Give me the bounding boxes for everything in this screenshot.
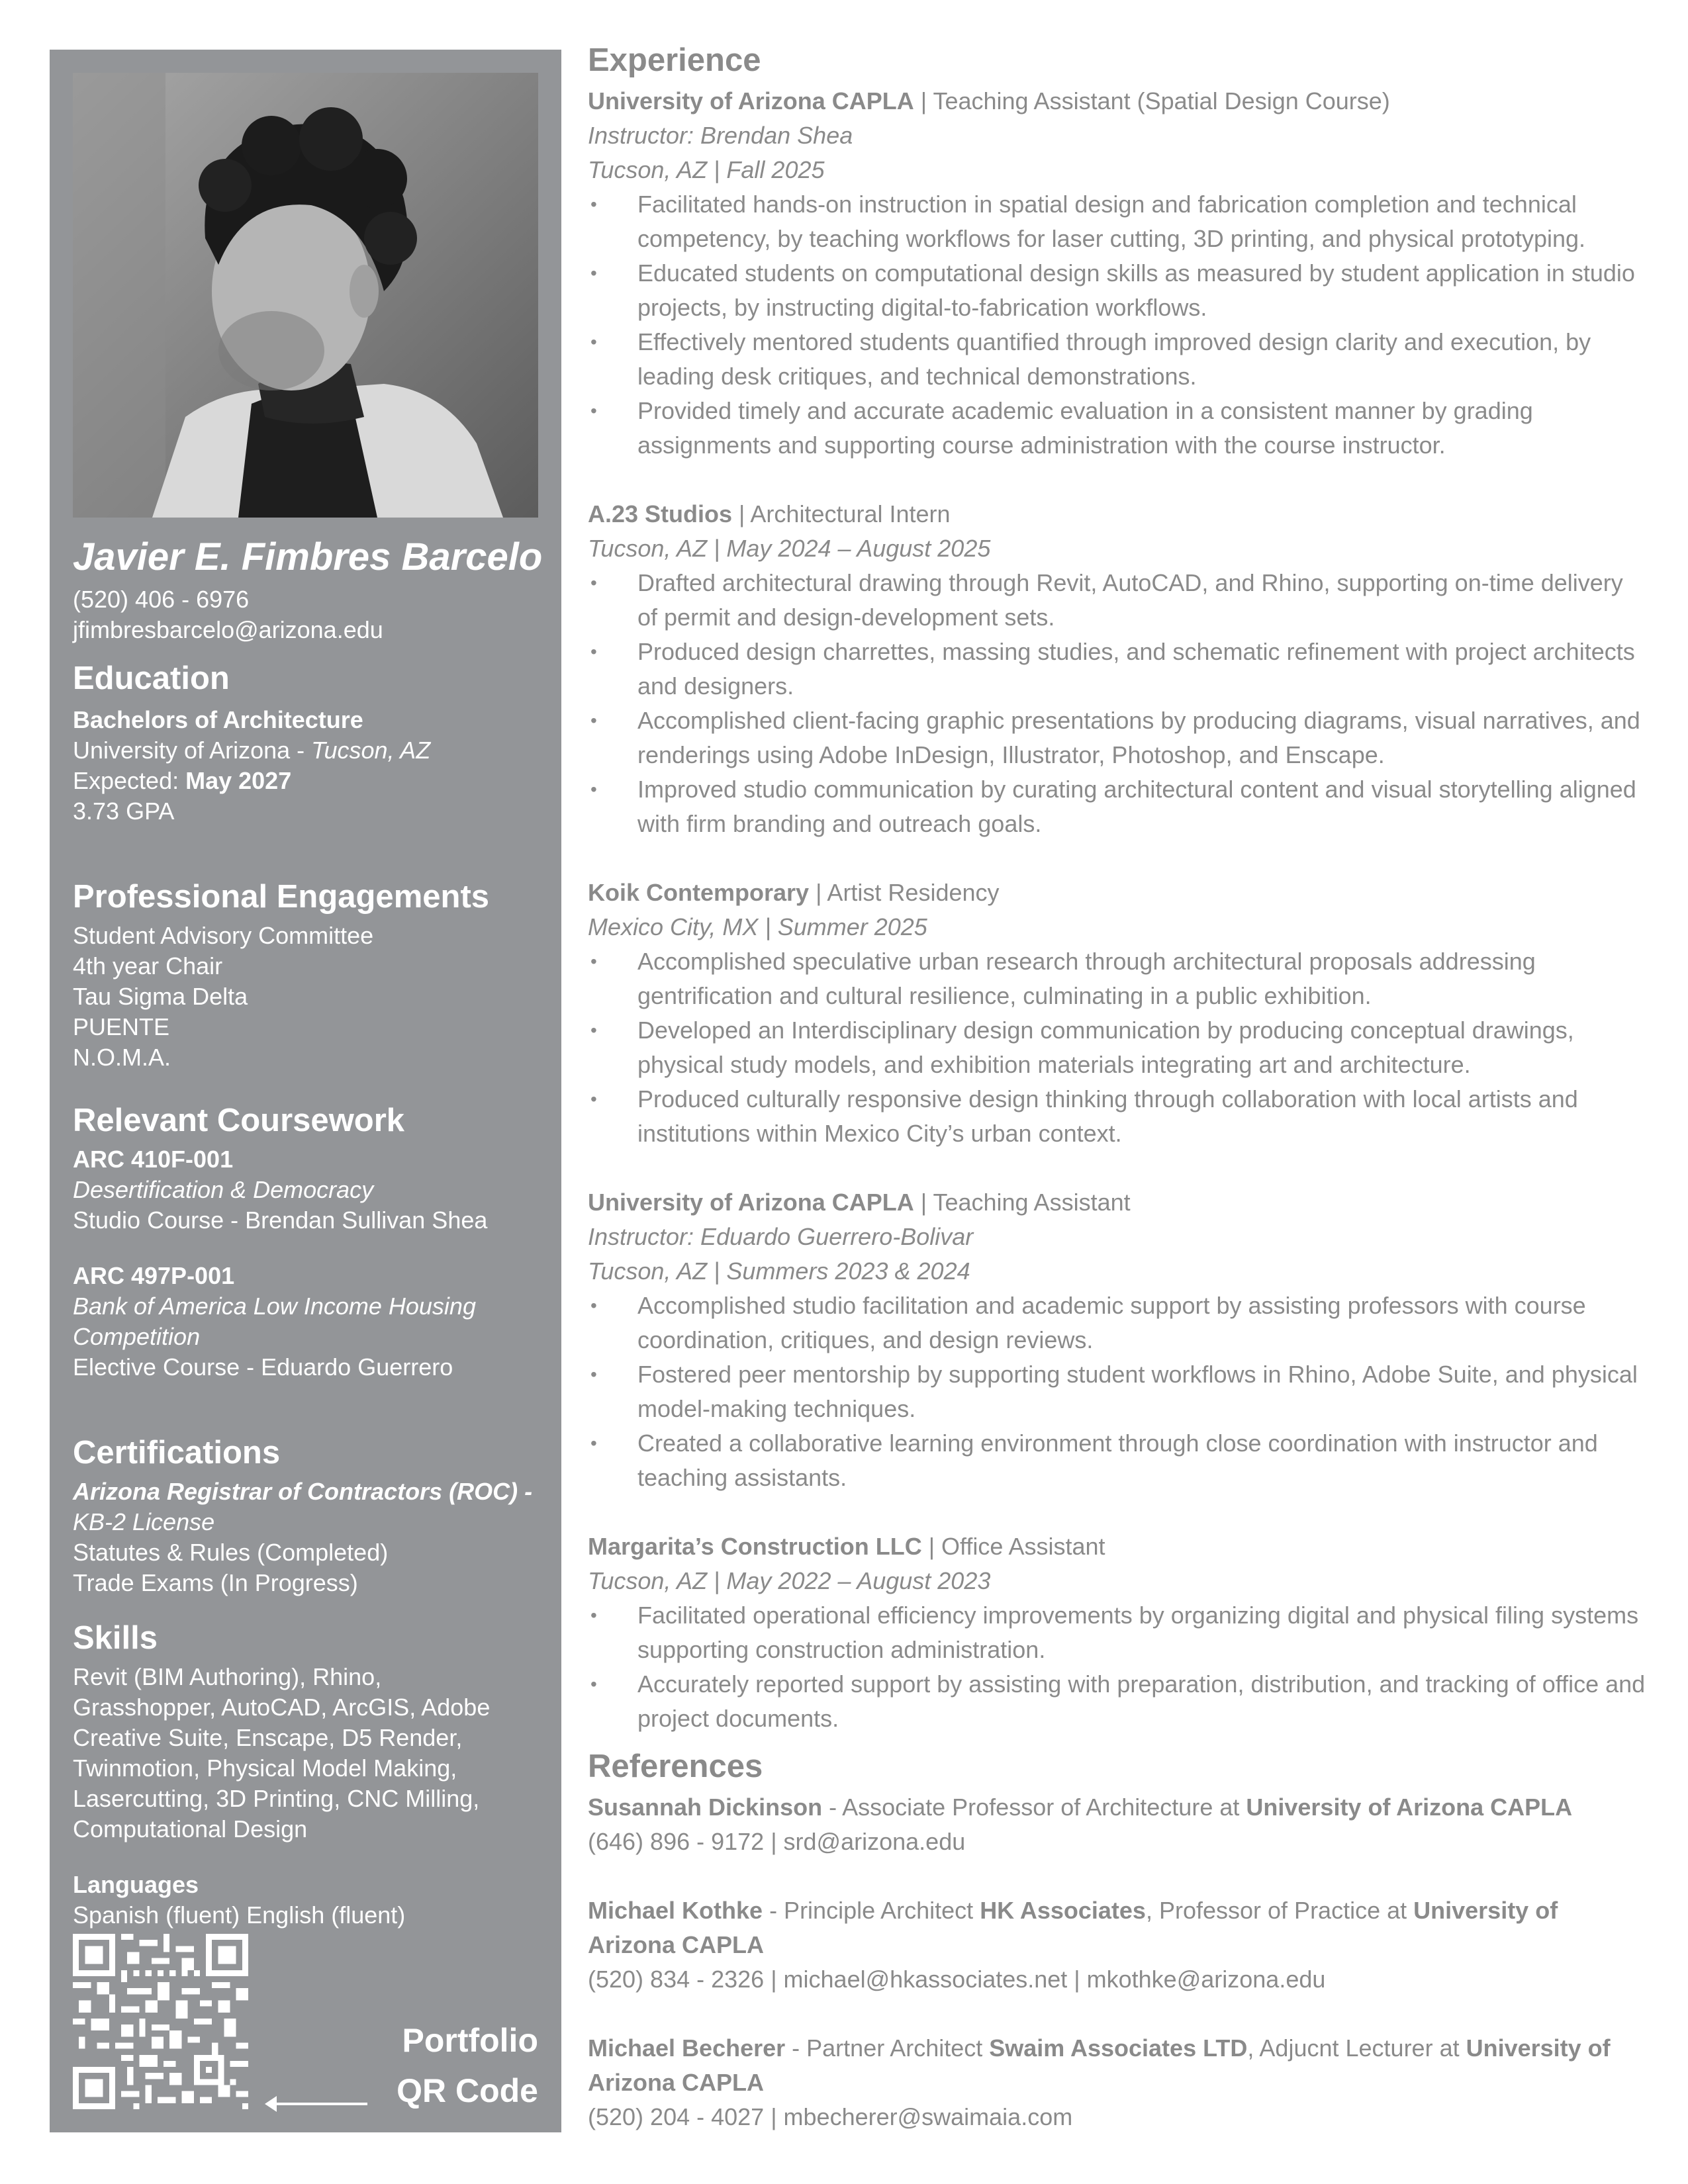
languages-section [73, 1870, 536, 1931]
reference-line [588, 2031, 1647, 2100]
skills-section [73, 1618, 523, 1844]
reference-entry [588, 2031, 1647, 2134]
reference-contact[interactable]: (520) 834 - 2326 | michael@hkassociates.net | mkothke@arizona.edu [588, 1966, 1326, 1993]
certification-item: Statutes & Rules (Completed) [73, 1539, 389, 1566]
sidebar [50, 50, 561, 2132]
job-title-line [588, 497, 1647, 531]
phone-number: (520) 406 - 6976 [73, 586, 250, 613]
arrowhead-icon [265, 2096, 277, 2112]
school-line [73, 735, 536, 766]
certifications-section [73, 1433, 536, 1598]
job-org: Margarita’s Construction LLC [588, 1533, 922, 1560]
skills-list: Revit (BIM Authoring), Rhino, Grasshopper, AutoCAD, ArcGIS, Adobe Creative Suite, Enscape, D5 Render, Twinmotion, Physical Model Making, Lasercutting, 3D Printing, CNC Milling, Computational Design [73, 1663, 491, 1843]
reference-entry [588, 1893, 1647, 1997]
job-entry [588, 497, 1647, 841]
coursework-section [73, 1101, 536, 1383]
bullet-item: • Developed an Interdisciplinary design communication by producing conceptual drawings, physical study models, and exhibition materials integrating art and architecture. [588, 1013, 1647, 1082]
job-meta: Tucson, AZ | May 2024 – August 2025 [588, 535, 991, 562]
job-meta: Tucson, AZ | May 2022 – August 2023 [588, 1567, 991, 1594]
reference-contact[interactable]: (520) 204 - 4027 | mbecherer@swaimaia.com [588, 2103, 1073, 2130]
bullet-item: • Educated students on computational design skills as measured by student application in studio projects, by instructing digital-to-fabrication workflows. [588, 256, 1647, 325]
course-code: ARC 410F-001 [73, 1146, 234, 1173]
engagement-item: N.O.M.A. [73, 1044, 171, 1071]
bullet-item: • Effectively mentored students quantified through improved design clarity and execution, by leading desk critiques, and technical demonstrations. [588, 325, 1647, 394]
reference-org: University of Arizona CAPLA [588, 1897, 1558, 1958]
job-meta: Tucson, AZ | Fall 2025 [588, 156, 825, 183]
certifications-heading: Certifications [73, 1435, 281, 1471]
skills-heading: Skills [73, 1620, 158, 1656]
bullet-item: • Accurately reported support by assisting with preparation, distribution, and tracking of office and project documents. [588, 1667, 1647, 1736]
bullet-item: • Facilitated operational efficiency improvements by organizing digital and physical filing systems supporting construction administration. [588, 1598, 1647, 1667]
bullet-item: • Drafted architectural drawing through Revit, AutoCAD, and Rhino, supporting on-time delivery of permit and design-development sets. [588, 566, 1647, 635]
degree: Bachelors of Architecture [73, 706, 363, 733]
experience-heading: Experience [588, 42, 761, 78]
arrow-left-icon [268, 2103, 367, 2105]
job-title-line [588, 1529, 1647, 1564]
reference-org: University of Arizona CAPLA [1246, 1794, 1573, 1821]
job-org: Koik Contemporary [588, 879, 810, 906]
candidate-name: Javier E. Fimbres Barcelo [73, 535, 543, 578]
engagement-item: 4th year Chair [73, 952, 223, 979]
expected-label: Expected: [73, 767, 186, 794]
school-location: Tucson, AZ [311, 737, 431, 764]
email-address[interactable]: jfimbresbarcelo@arizona.edu [73, 616, 383, 643]
profile-photo [73, 73, 538, 518]
engagements-section [73, 877, 536, 1073]
job-title-line [588, 1185, 1647, 1220]
job-org: A.23 Studios [588, 500, 733, 527]
bullet-item: • Produced design charrettes, massing studies, and schematic refinement with project architects and designers. [588, 635, 1647, 704]
job-title-line [588, 876, 1647, 910]
bullet-item: • Improved studio communication by curating architectural content and visual storytelling aligned with firm branding and outreach goals. [588, 772, 1647, 841]
job-meta: Mexico City, MX | Summer 2025 [588, 913, 927, 940]
engagements-heading: Professional Engagements [73, 879, 490, 915]
languages-heading: Languages [73, 1871, 199, 1898]
profile-photo-image [73, 73, 538, 518]
bullet-item: • Accomplished studio facilitation and academic support by assisting professors with course coordination, critiques, and design reviews. [588, 1289, 1647, 1357]
job-entry [588, 84, 1647, 463]
reference-desc: , Adjucnt Lecturer at [1247, 2034, 1466, 2062]
reference-line [588, 1790, 1647, 1825]
course-code: ARC 497P-001 [73, 1262, 235, 1289]
reference-desc: - Associate Professor of Architecture at [822, 1794, 1246, 1821]
reference-entry [588, 1790, 1647, 1859]
job-role: | Office Assistant [921, 1533, 1105, 1560]
portfolio-label-line2: QR Code [397, 2072, 538, 2109]
reference-org: University of Arizona CAPLA [588, 2034, 1611, 2096]
reference-desc: - Partner Architect [785, 2034, 990, 2062]
job-meta: Tucson, AZ | Summers 2023 & 2024 [588, 1257, 970, 1285]
job-role: | Teaching Assistant (Spatial Design Course) [914, 87, 1390, 114]
job-bullets [588, 1598, 1647, 1736]
reference-org: HK Associates [980, 1897, 1146, 1924]
job-org: University of Arizona CAPLA [588, 1189, 914, 1216]
reference-desc: - Principle Architect [763, 1897, 980, 1924]
portfolio-qr-code[interactable] [73, 1934, 248, 2109]
bullet-item: • Facilitated hands-on instruction in spatial design and fabrication completion and technical competency, by teaching workflows for laser cutting, 3D printing, and physical prototyping. [588, 187, 1647, 256]
course-title: Desertification & Democracy [73, 1176, 374, 1203]
education-heading: Education [73, 660, 230, 696]
bullet-item: • Created a collaborative learning environment through close coordination with instructor and teaching assistants. [588, 1426, 1647, 1495]
bullet-item: • Accomplished client-facing graphic presentations by producing diagrams, visual narratives, and renderings using Adobe InDesign, Illustrator, Photoshop, and Enscape. [588, 704, 1647, 772]
course-detail: Studio Course - Brendan Sullivan Shea [73, 1206, 488, 1234]
job-entry [588, 876, 1647, 1151]
gpa: 3.73 GPA [73, 797, 175, 825]
coursework-heading: Relevant Coursework [73, 1103, 405, 1138]
portfolio-label-line1: Portfolio [402, 2022, 538, 2059]
job-entry [588, 1529, 1647, 1736]
reference-org: Swaim Associates LTD [989, 2034, 1248, 2062]
certification-license: KB-2 License [73, 1508, 215, 1535]
job-bullets [588, 944, 1647, 1151]
job-role: | Teaching Assistant [914, 1189, 1131, 1216]
job-bullets [588, 187, 1647, 463]
references-heading: References [588, 1749, 763, 1784]
education-section [73, 659, 536, 827]
job-title-line [588, 84, 1647, 118]
reference-name: Susannah Dickinson [588, 1794, 823, 1821]
languages-list: Spanish (fluent) English (fluent) [73, 1901, 406, 1929]
certification-title [73, 1477, 536, 1537]
job-org: University of Arizona CAPLA [588, 87, 914, 114]
main-content [588, 36, 1647, 2134]
course-title: Bank of America Low Income Housing Competition [73, 1293, 476, 1350]
expected-date: May 2027 [185, 767, 292, 794]
job-bullets [588, 1289, 1647, 1495]
job-role: | Architectural Intern [732, 500, 951, 527]
reference-name: Michael Kothke [588, 1897, 763, 1924]
job-bullets [588, 566, 1647, 841]
bullet-item: • Accomplished speculative urban research through architectural proposals addressing gentrification and cultural resilience, culminating in a public exhibition. [588, 944, 1647, 1013]
job-entry [588, 1185, 1647, 1495]
reference-desc: , Professor of Practice at [1145, 1897, 1414, 1924]
bullet-item: • Provided timely and accurate academic evaluation in a consistent manner by grading assignments and supporting course administration with the course instructor. [588, 394, 1647, 463]
certification-name: Arizona Registrar of Contractors (ROC) - [73, 1478, 533, 1505]
school-name: University of Arizona - [73, 737, 312, 764]
contact-info [73, 584, 536, 645]
engagement-item: Student Advisory Committee [73, 922, 374, 949]
course-detail: Elective Course - Eduardo Guerrero [73, 1353, 453, 1381]
reference-line [588, 1893, 1647, 1962]
certification-item: Trade Exams (In Progress) [73, 1569, 358, 1596]
job-meta: Instructor: Brendan Shea [588, 122, 853, 149]
engagement-item: PUENTE [73, 1013, 170, 1040]
expected-line [73, 766, 536, 796]
reference-contact[interactable]: (646) 896 - 9172 | srd@arizona.edu [588, 1828, 966, 1855]
portfolio-label [397, 2015, 538, 2116]
job-meta: Instructor: Eduardo Guerrero-Bolivar [588, 1223, 974, 1250]
job-role: | Artist Residency [809, 879, 1000, 906]
reference-name: Michael Becherer [588, 2034, 786, 2062]
bullet-item: • Produced culturally responsive design thinking through collaboration with local artists and institutions within Mexico City’s urban context. [588, 1082, 1647, 1151]
engagement-item: Tau Sigma Delta [73, 983, 248, 1010]
bullet-item: • Fostered peer mentorship by supporting student workflows in Rhino, Adobe Suite, and physical model-making techniques. [588, 1357, 1647, 1426]
